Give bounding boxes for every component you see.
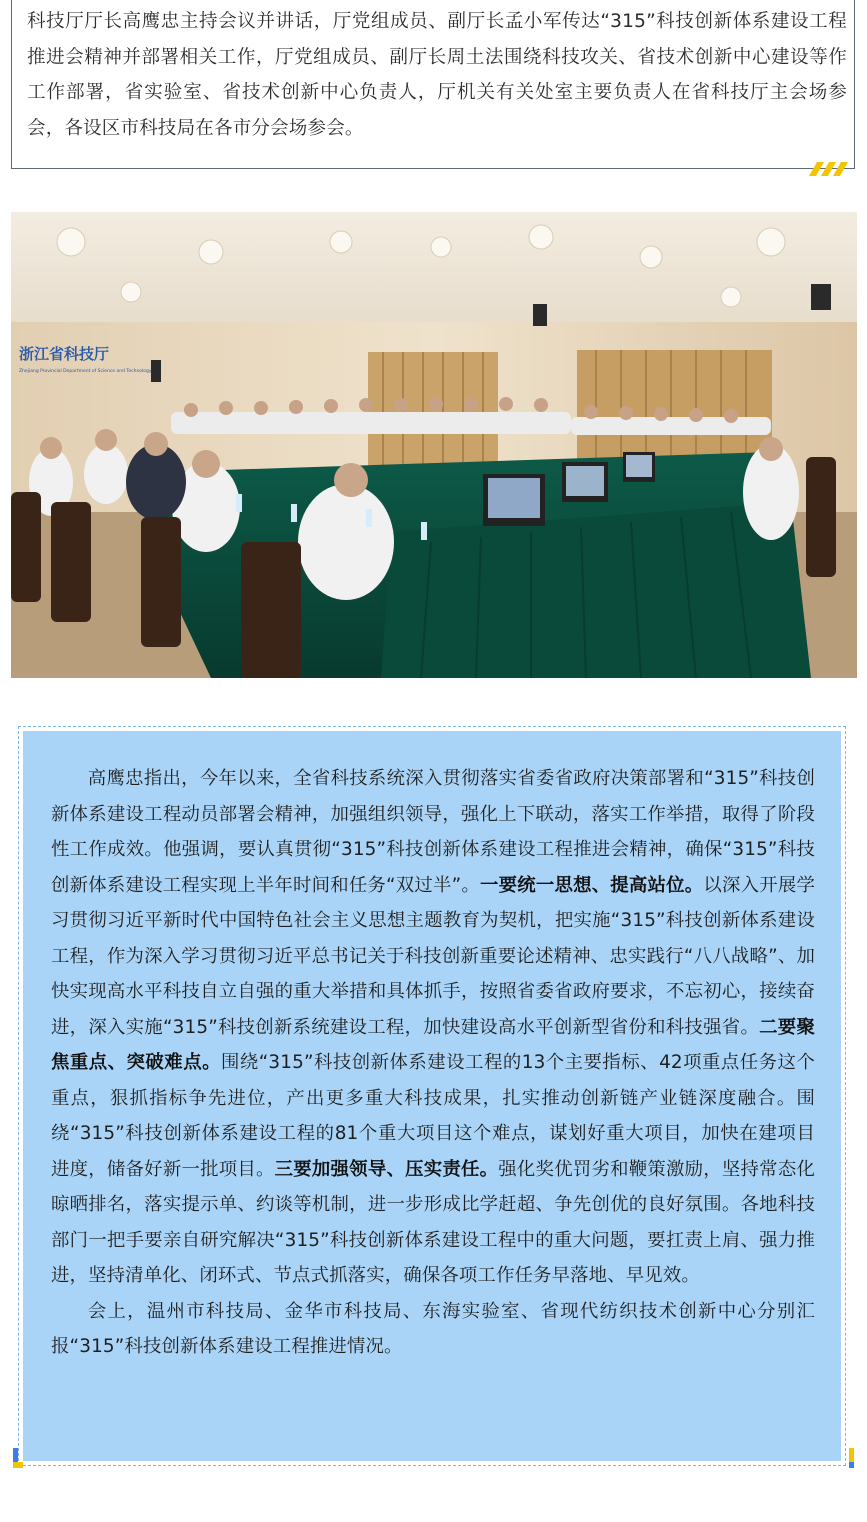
intro-paragraph: 科技厅厅长高鹰忠主持会议并讲话，厅党组成员、副厅长孟小军传达“315”科技创新体系建设工程推进会精神并部署相关工作，厅党组成员、副厅长周土法围绕科技攻关、省技术创新中心建设等作工作部署，省实验室、省技术创新中心负责人，厅机关有关处室主要负责人在省科技厅主会场参会，各设区市科技局在各市分会场参会。 (27, 11, 847, 139)
wall-sign: 浙江省科技厅 (19, 345, 110, 363)
body-paragraph-1 (51, 761, 815, 1294)
corner-accent-left-yellow (13, 1462, 23, 1468)
body-text-part: 高鹰忠指出，今年以来，全省科技系统深入贯彻落实省委省政府决策部署和“315”科技创新体系建设工程动员部署会精神，加强组织领导，强化上下联动，落实工作举措，取得了阶段性工作成效。他强调，要认真贯彻“315”科技创新体系建设工程推进会精神，确保“315”科技创新体系建设工程实现上半年时间和任务“双过半”。 (51, 768, 815, 896)
content-box (18, 726, 846, 1466)
emphasis-point-2: 二要聚焦重点、突破难点。 (51, 1016, 815, 1073)
content-box-inner (23, 731, 841, 1461)
intro-card (11, 0, 855, 169)
body-text-part: 围绕“315”科技创新体系建设工程的13个主要指标、42项重点任务这个重点，狠抓指标争先进位，产出更多重大科技成果，扎实推动创新链产业链深度融合。围绕“315”科技创新体系建设工程的81个重大项目这个难点，谋划好重大项目，加快在建项目进度，储备好新一批项目。 (51, 1052, 815, 1180)
emphasis-point-1: 一要统一思想、提高站位。 (480, 874, 704, 896)
corner-accent-right-blue (849, 1462, 854, 1468)
chevron-decoration-icon (811, 162, 851, 176)
emphasis-point-3: 三要加强领导、压实责任。 (274, 1158, 499, 1180)
wall-sign-english: Zhejiang Provincial Department of Science and Technology (19, 369, 152, 374)
body-text-part: 以深入开展学习贯彻习近平新时代中国特色社会主义思想主题教育为契机，把实施“315”科技创新体系建设工程，作为深入学习贯彻习近平总书记关于科技创新重要论述精神、忠实践行“八八战略”、加快实现高水平科技自立自强的重大举措和具体抓手，按照省委省政府要求，不忘初心，接续奋进，深入实施“315”科技创新系统建设工程，加快建设高水平创新型省份和科技强省。 (51, 874, 816, 1038)
body-text-part: 强化奖优罚劣和鞭策激励，坚持常态化晾晒排名，落实提示单、约谈等机制，进一步形成比学赶超、争先创优的良好氛围。各地科技部门一把手要亲自研究解决“315”科技创新体系建设工程中的重大问题，要扛责上肩、强力推进，坚持清单化、闭环式、节点式抓落实，确保各项工作任务早落地、早见效。 (51, 1158, 815, 1286)
meeting-photo (11, 212, 857, 678)
body-paragraph-2: 会上，温州市科技局、金华市科技局、东海实验室、省现代纺织技术创新中心分别汇报“315”科技创新体系建设工程推进情况。 (51, 1300, 815, 1357)
